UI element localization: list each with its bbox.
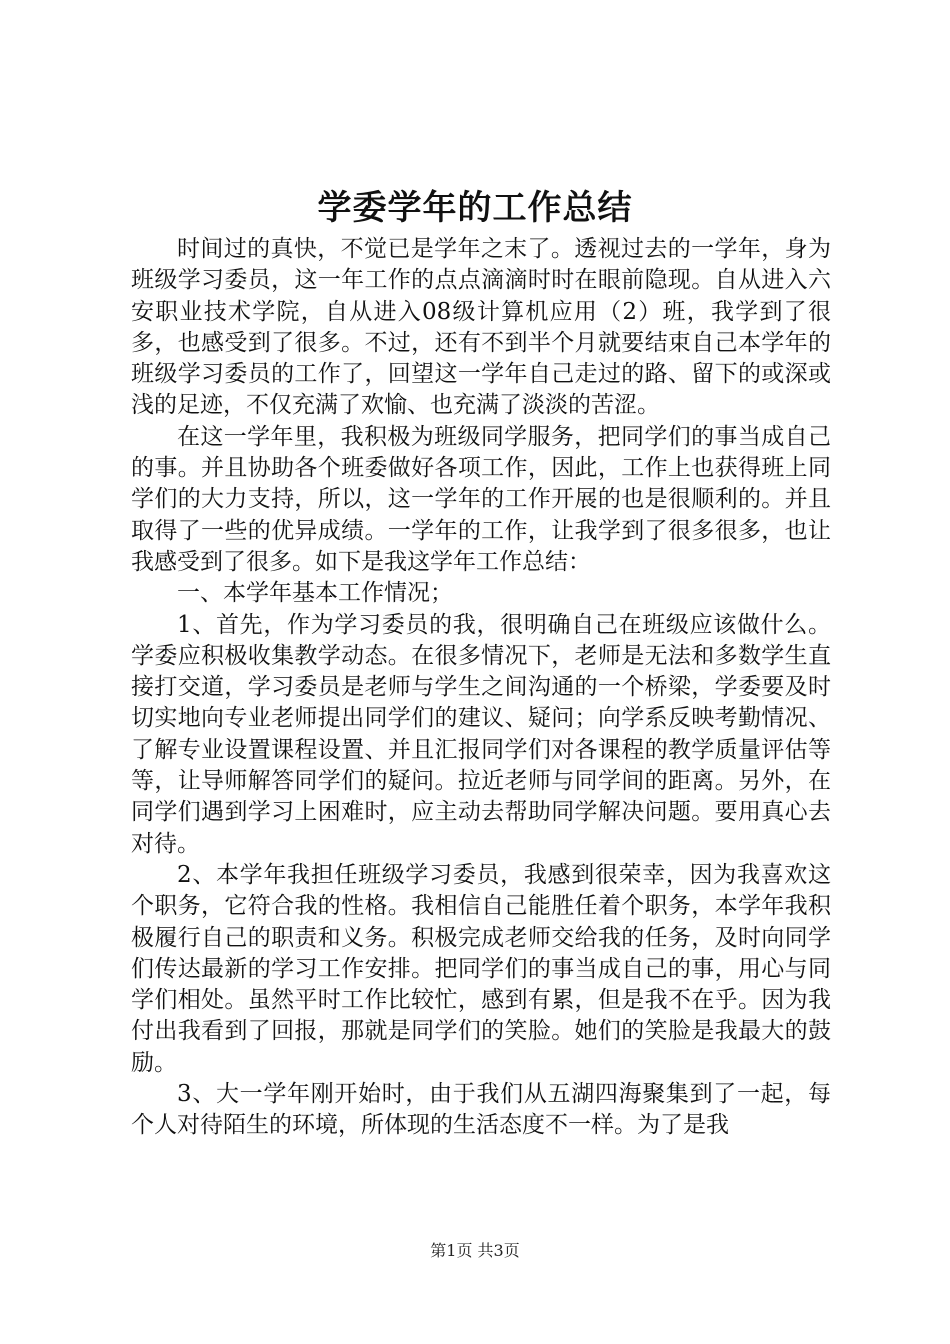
paragraph-5: 3、大一学年刚开始时，由于我们从五湖四海聚集到了一起，每个人对待陌生的环境，所体现的生活态度不一样。为了是我 [131,1081,831,1139]
paragraph-4: 2、本学年我担任班级学习委员，我感到很荣幸，因为我喜欢这个职务，它符合我的性格。我相信自己能胜任着个职务，本学年我积极履行自己的职责和义务。积极完成老师交给我的任务，及时向同学们传达最新的学习工作安排。把同学们的事当成自己的事，用心与同学们相处。虽然平时工作比较忙，感到有累，但是我不在乎。因为我付出我看到了回报，那就是同学们的笑脸。她们的笑脸是我最大的鼓励。 [131,861,831,1076]
paragraph-3: 1、首先，作为学习委员的我，很明确自己在班级应该做什么。学委应积极收集教学动态。在很多情况下，老师是无法和多数学生直接打交道，学习委员是老师与学生之间沟通的一个桥梁，学委要及时切实地向专业老师提出同学们的建议、疑问；向学系反映考勤情况、了解专业设置课程设置、并且汇报同学们对各课程的教学质量评估等等，让导师解答同学们的疑问。拉近老师与同学间的距离。另外，在同学们遇到学习上困难时，应主动去帮助同学解决问题。要用真心去对待。 [131,611,831,857]
paragraph-2: 在这一学年里，我积极为班级同学服务，把同学们的事当成自己的事。并且协助各个班委做好各项工作，因此，工作上也获得班上同学们的大力支持，所以，这一学年的工作开展的也是很顺利的。并且取得了一些的优异成绩。一学年的工作，让我学到了很多很多，也让我感受到了很多。如下是我这学年工作总结： [131,423,831,575]
page-footer: 第1页 共3页 [430,1241,520,1260]
document-title: 学委学年的工作总结 [317,188,633,228]
document-body [131,234,831,1142]
paragraph-1: 时间过的真快，不觉已是学年之末了。透视过去的一学年，身为班级学习委员，这一年工作的点点滴滴时时在眼前隐现。自从进入六安职业技术学院，自从进入08级计算机应用（2）班，我学到了很多，也感受到了很多。不过，还有不到半个月就要结束自己本学年的班级学习委员的工作了，回望这一学年自己走过的路、留下的或深或浅的足迹，不仅充满了欢愉、也充满了淡淡的苦涩。 [131,236,831,419]
section-heading: 一、本学年基本工作情况； [177,580,453,607]
